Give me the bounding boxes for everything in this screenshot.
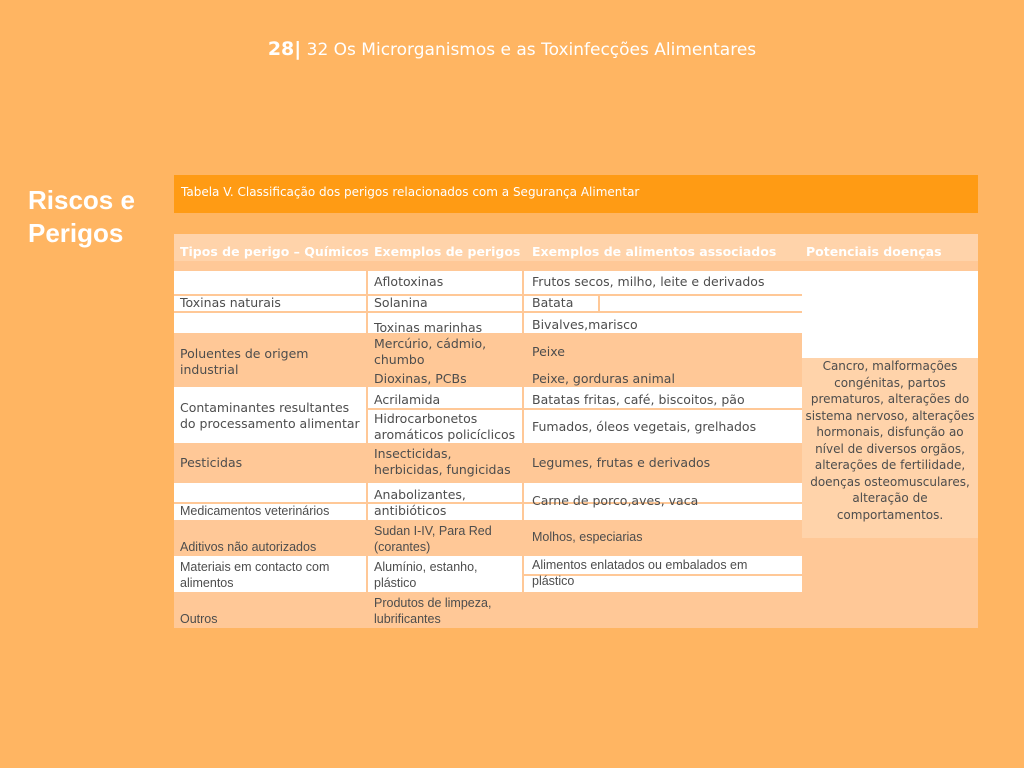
diseases-cell: Cancro, malformações congénitas, partos prematuros, alterações do sistema nervoso, alterações hormonais, disfunção ao nível de diversos orgãos, alterações de fertilidade, doenças osteomusculares, alteração de comportamentos. (805, 359, 975, 522)
food-example-cell: Peixe, gorduras animal (532, 371, 675, 386)
column-header-hazard-type: Tipos de perigo – Químicos (180, 244, 369, 259)
hazard-example-cell: Alumínio, estanho, plástico (374, 560, 478, 590)
food-example-cell: Carne de porco,aves, vaca (532, 493, 699, 508)
food-example-cell: Peixe (532, 344, 565, 359)
hazard-example-cell: Dioxinas, PCBs (374, 371, 467, 386)
hazard-type-cell: Toxinas naturais (180, 295, 281, 310)
hazard-example-cell: Insecticidas, herbicidas, fungicidas (374, 446, 511, 477)
hazard-type-cell: Materiais em contacto com alimentos (180, 560, 330, 590)
page-number: 28| (267, 38, 302, 60)
column-separator (522, 271, 524, 628)
side-title-line-2: Perigos (28, 218, 124, 248)
food-example-cell: Legumes, frutas e derivados (532, 455, 711, 470)
hazard-type-cell: Poluentes de origem industrial (180, 346, 309, 377)
hazard-type-cell: Medicamentos veterinários (180, 504, 330, 518)
food-example-cell: Alimentos enlatados ou embalados em plástico (532, 558, 748, 588)
slide-header (0, 38, 1024, 60)
food-example-cell: Molhos, especiarias (532, 530, 643, 544)
column-header-hazard-examples: Exemplos de perigos (374, 244, 521, 259)
food-example-cell: Frutos secos, milho, leite e derivados (532, 274, 765, 289)
header-title: 32 Os Microrganismos e as Toxinfecções Alimentares (306, 40, 757, 60)
column-header-food-examples: Exemplos de alimentos associados (532, 244, 777, 259)
hazard-example-cell: Toxinas marinhas (374, 320, 483, 335)
food-example-cell: Bivalves,marisco (532, 317, 638, 332)
hazard-example-cell: Sudan I-IV, Para Red (corantes) (374, 524, 492, 554)
diseases-column-top (802, 271, 978, 358)
side-title (28, 184, 163, 250)
cell-separator (598, 294, 600, 311)
hazard-type-cell: Pesticidas (180, 455, 243, 470)
row-separator (174, 311, 802, 313)
header-divider (174, 261, 978, 269)
hazard-type-cell: Outros (180, 612, 218, 626)
table-caption: Tabela V. Classificação dos perigos relacionados com a Segurança Alimentar (174, 175, 978, 213)
hazards-table (174, 234, 978, 628)
food-example-cell: Batata (532, 295, 574, 310)
column-header-diseases: Potenciais doenças (806, 244, 942, 259)
row-separator (368, 408, 802, 410)
food-example-cell: Fumados, óleos vegetais, grelhados (532, 419, 757, 434)
hazard-example-cell: Anabolizantes, antibióticos (374, 487, 466, 518)
hazard-example-cell: Hidrocarbonetos aromáticos policíclicos (374, 411, 516, 442)
hazard-example-cell: Mercúrio, cádmio, chumbo (374, 336, 487, 367)
side-title-line-1: Riscos e (28, 185, 135, 215)
hazard-example-cell: Aflotoxinas (374, 274, 444, 289)
column-separator (366, 271, 368, 628)
food-example-cell: Batatas fritas, café, biscoitos, pão (532, 392, 745, 407)
hazard-example-cell: Produtos de limpeza, lubrificantes (374, 596, 492, 626)
hazard-type-cell: Aditivos não autorizados (180, 540, 317, 554)
hazard-example-cell: Acrilamida (374, 392, 441, 407)
hazard-type-cell: Contaminantes resultantes do processamento alimentar (180, 400, 360, 431)
hazard-example-cell: Solanina (374, 295, 428, 310)
